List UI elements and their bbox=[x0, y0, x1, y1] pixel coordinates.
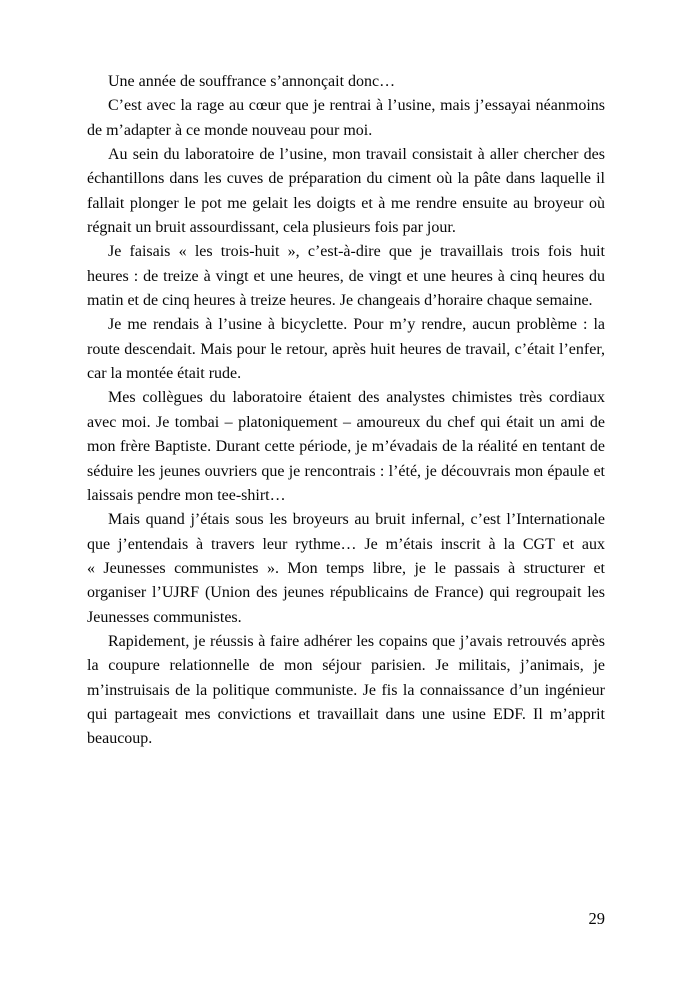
paragraph: Je me rendais à l’usine à bicyclette. Pour m’y rendre, aucun problème : la route descendait. Mais pour le retour, après huit heures de travail, c’était l’enfer, car la montée était rude. bbox=[87, 316, 605, 383]
paragraph: Mais quand j’étais sous les broyeurs au bruit infernal, c’est l’Internationale que j’entendais à travers leur rythme… Je m’étais inscrit à la CGT et aux « Jeunesses communistes ». Mon temps libre, je le passais à structurer et organiser l’UJRF (Union des jeunes républicains de France) qui regroupait les Jeunesses communistes. bbox=[87, 511, 605, 626]
paragraph: C’est avec la rage au cœur que je rentrai à l’usine, mais j’essayai néanmoins de m’adapter à ce monde nouveau pour moi. bbox=[87, 97, 605, 139]
page-text-block bbox=[87, 70, 605, 752]
paragraph: Mes collègues du laboratoire étaient des analystes chimistes très cordiaux avec moi. Je tombai – platoniquement – amoureux du chef qui était un ami de mon frère Baptiste. Durant cette période, je m’évadais de la réalité en tentant de séduire les jeunes ouvriers que je rencontrais : l’été, je découvrais mon épaule et laissais pendre mon tee-shirt… bbox=[87, 389, 605, 504]
paragraph: Une année de souffrance s’annonçait donc… bbox=[108, 73, 396, 90]
page-number: 29 bbox=[588, 909, 605, 928]
paragraph: Je faisais « les trois-huit », c’est-à-dire que je travaillais trois fois huit heures : de treize à vingt et une heures, de vingt et une heures à cinq heures du matin et de cinq heures à treize heures. Je changeais d’horaire chaque semaine. bbox=[87, 243, 605, 310]
paragraph: Rapidement, je réussis à faire adhérer les copains que j’avais retrouvés après la coupure relationnelle de mon séjour parisien. Je militais, j’animais, je m’instruisais de la politique communiste. Je fis la connaissance d’un ingénieur qui partageait mes convictions et travaillait dans une usine EDF. Il m’apprit beaucoup. bbox=[87, 632, 605, 748]
paragraph: Au sein du laboratoire de l’usine, mon travail consistait à aller chercher des échantillons dans les cuves de préparation du ciment où la pâte dans laquelle il fallait plonger le pot me gelait les doigts et à me rendre ensuite au broyeur où régnait un bruit assourdissant, cela plusieurs fois par jour. bbox=[87, 146, 605, 237]
